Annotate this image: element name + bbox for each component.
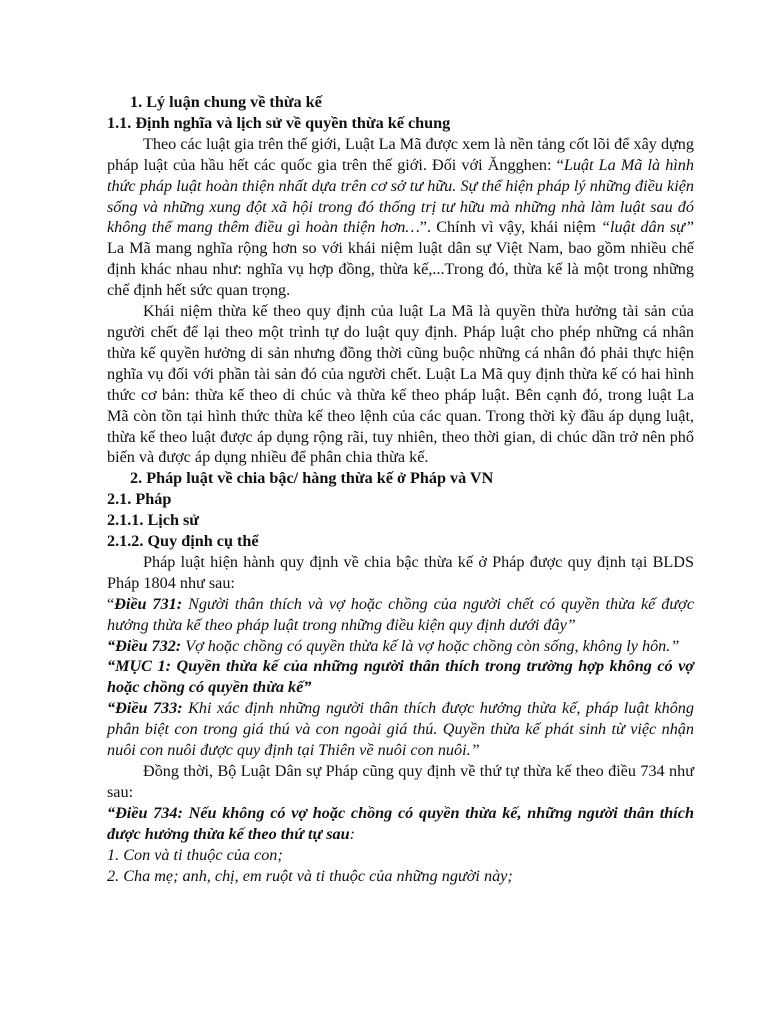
paragraph-1-part-c: ”. Chính vì vậy, khái niệm: [419, 218, 601, 237]
article-731-text: Người thân thích và vợ hoặc chồng của người chết có quyền thừa kế được hưởng thừa kế theo pháp luật trong những điều kiện quy định dưới đây”: [107, 594, 694, 634]
list-item-2: 2. Cha mẹ; anh, chị, em ruột và ti thuộc của những người này;: [107, 866, 513, 885]
heading-2: 2. Pháp luật về chia bậc/ hàng thừa kế ở Pháp và VN: [130, 469, 494, 488]
section-1-heading: “MỤC 1: Quyền thừa kế của những người thân thích trong trường hợp không có vợ hoặc chồng có quyền thừa kế”: [107, 657, 694, 697]
paragraph-3: Pháp luật hiện hành quy định về chia bậc thừa kế ở Pháp được quy định tại BLDS Pháp 1804 như sau:: [107, 552, 694, 592]
heading-2-1-2: 2.1.2. Quy định cụ thể: [107, 532, 259, 551]
article-733-text: Khi xác định những người thân thích được hưởng thừa kế, pháp luật không phân biệt con trong giá thú và con ngoài giá thú. Quyền thừa kế phát sinh từ việc nhận nuôi con nuôi được quy định tại Thiên về nuôi con nuôi.”: [107, 699, 694, 760]
article-732-text: Vợ hoặc chồng có quyền thừa kế là vợ hoặc chồng còn sống, không ly hôn.”: [181, 636, 680, 655]
civil-law-term: “luật dân sự”: [601, 218, 694, 237]
article-732: [107, 636, 694, 657]
article-733: [107, 698, 694, 761]
article-733-label: “Điều 733:: [107, 699, 183, 718]
heading-1: 1. Lý luận chung về thừa kế: [130, 93, 322, 111]
article-731-open-quote: “: [107, 594, 115, 613]
paragraph-4: Đồng thời, Bộ Luật Dân sự Pháp cũng quy định về thứ tự thừa kế theo điều 734 như sau:: [107, 762, 694, 801]
article-732-label: “Điều 732:: [107, 636, 182, 655]
article-731: [107, 594, 694, 636]
list-item-1: 1. Con và ti thuộc của con;: [107, 845, 283, 864]
paragraph-2: Khái niệm thừa kế theo quy định của luật La Mã là quyền thừa hưởng tài sản của người chết để lại theo một trình tự do luật quy định. Pháp luật cho phép những cá nhân thừa kế quyền hưởng di sản nhưng đồng thời cũng buộc những cá nhân đó phải thực hiện nghĩa vụ đối với phần tài sản đó của người chết. Luật La Mã quy định thừa kế có hai hình thức cơ bản: thừa kế theo di chúc và thừa kế theo pháp luật. Bên cạnh đó, trong luật La Mã còn tồn tại hình thức thừa kế theo lệnh của các quan. Trong thời kỳ đầu áp dụng luật, thừa kế theo luật được áp dụng rộng rãi, tuy nhiên, theo thời gian, di chúc dần trở nên phổ biến và được áp dụng nhiều để phân chia thừa kế.: [107, 302, 694, 467]
heading-2-1-1: 2.1.1. Lịch sử: [107, 511, 200, 530]
article-734-colon: :: [349, 824, 356, 843]
paragraph-1-part-a: Theo các luật gia trên thế giới, Luật La Mã được xem là nền tảng cốt lõi để xây dựng pháp luật của hầu hết các quốc gia trên thế giới. Đối với Ăngghen: “: [107, 134, 694, 174]
heading-2-1: 2.1. Pháp: [107, 490, 172, 509]
heading-1-1: 1.1. Định nghĩa và lịch sử về quyền thừa kế chung: [107, 113, 451, 132]
engels-quote: Luật La Mã là hình thức pháp luật hoàn thiện nhất dựa trên cơ sở tư hữu. Sự thể hiện pháp lý những điều kiện sống và những xung đột xã hội trong đó thống trị tư hữu mà những nhà làm luật sau đó không thể mang thêm điều gì hoàn thiện hơn…: [107, 155, 694, 237]
paragraph-1: [107, 134, 694, 301]
article-734: [107, 803, 694, 845]
paragraph-1-part-e: La Mã mang nghĩa rộng hơn so với khái niệm luật dân sự Việt Nam, bao gồm nhiều chế định khác nhau như: nghĩa vụ hợp đồng, thừa kế,...Trong đó, thừa kế là một trong những chế định hết sức quan trọng.: [107, 239, 694, 300]
article-734-text: “Điều 734: Nếu không có vợ hoặc chồng có quyền thừa kế, những người thân thích được hưởng thừa kế theo thứ tự sau: [107, 803, 694, 843]
article-731-label: Điều 731:: [114, 594, 183, 613]
